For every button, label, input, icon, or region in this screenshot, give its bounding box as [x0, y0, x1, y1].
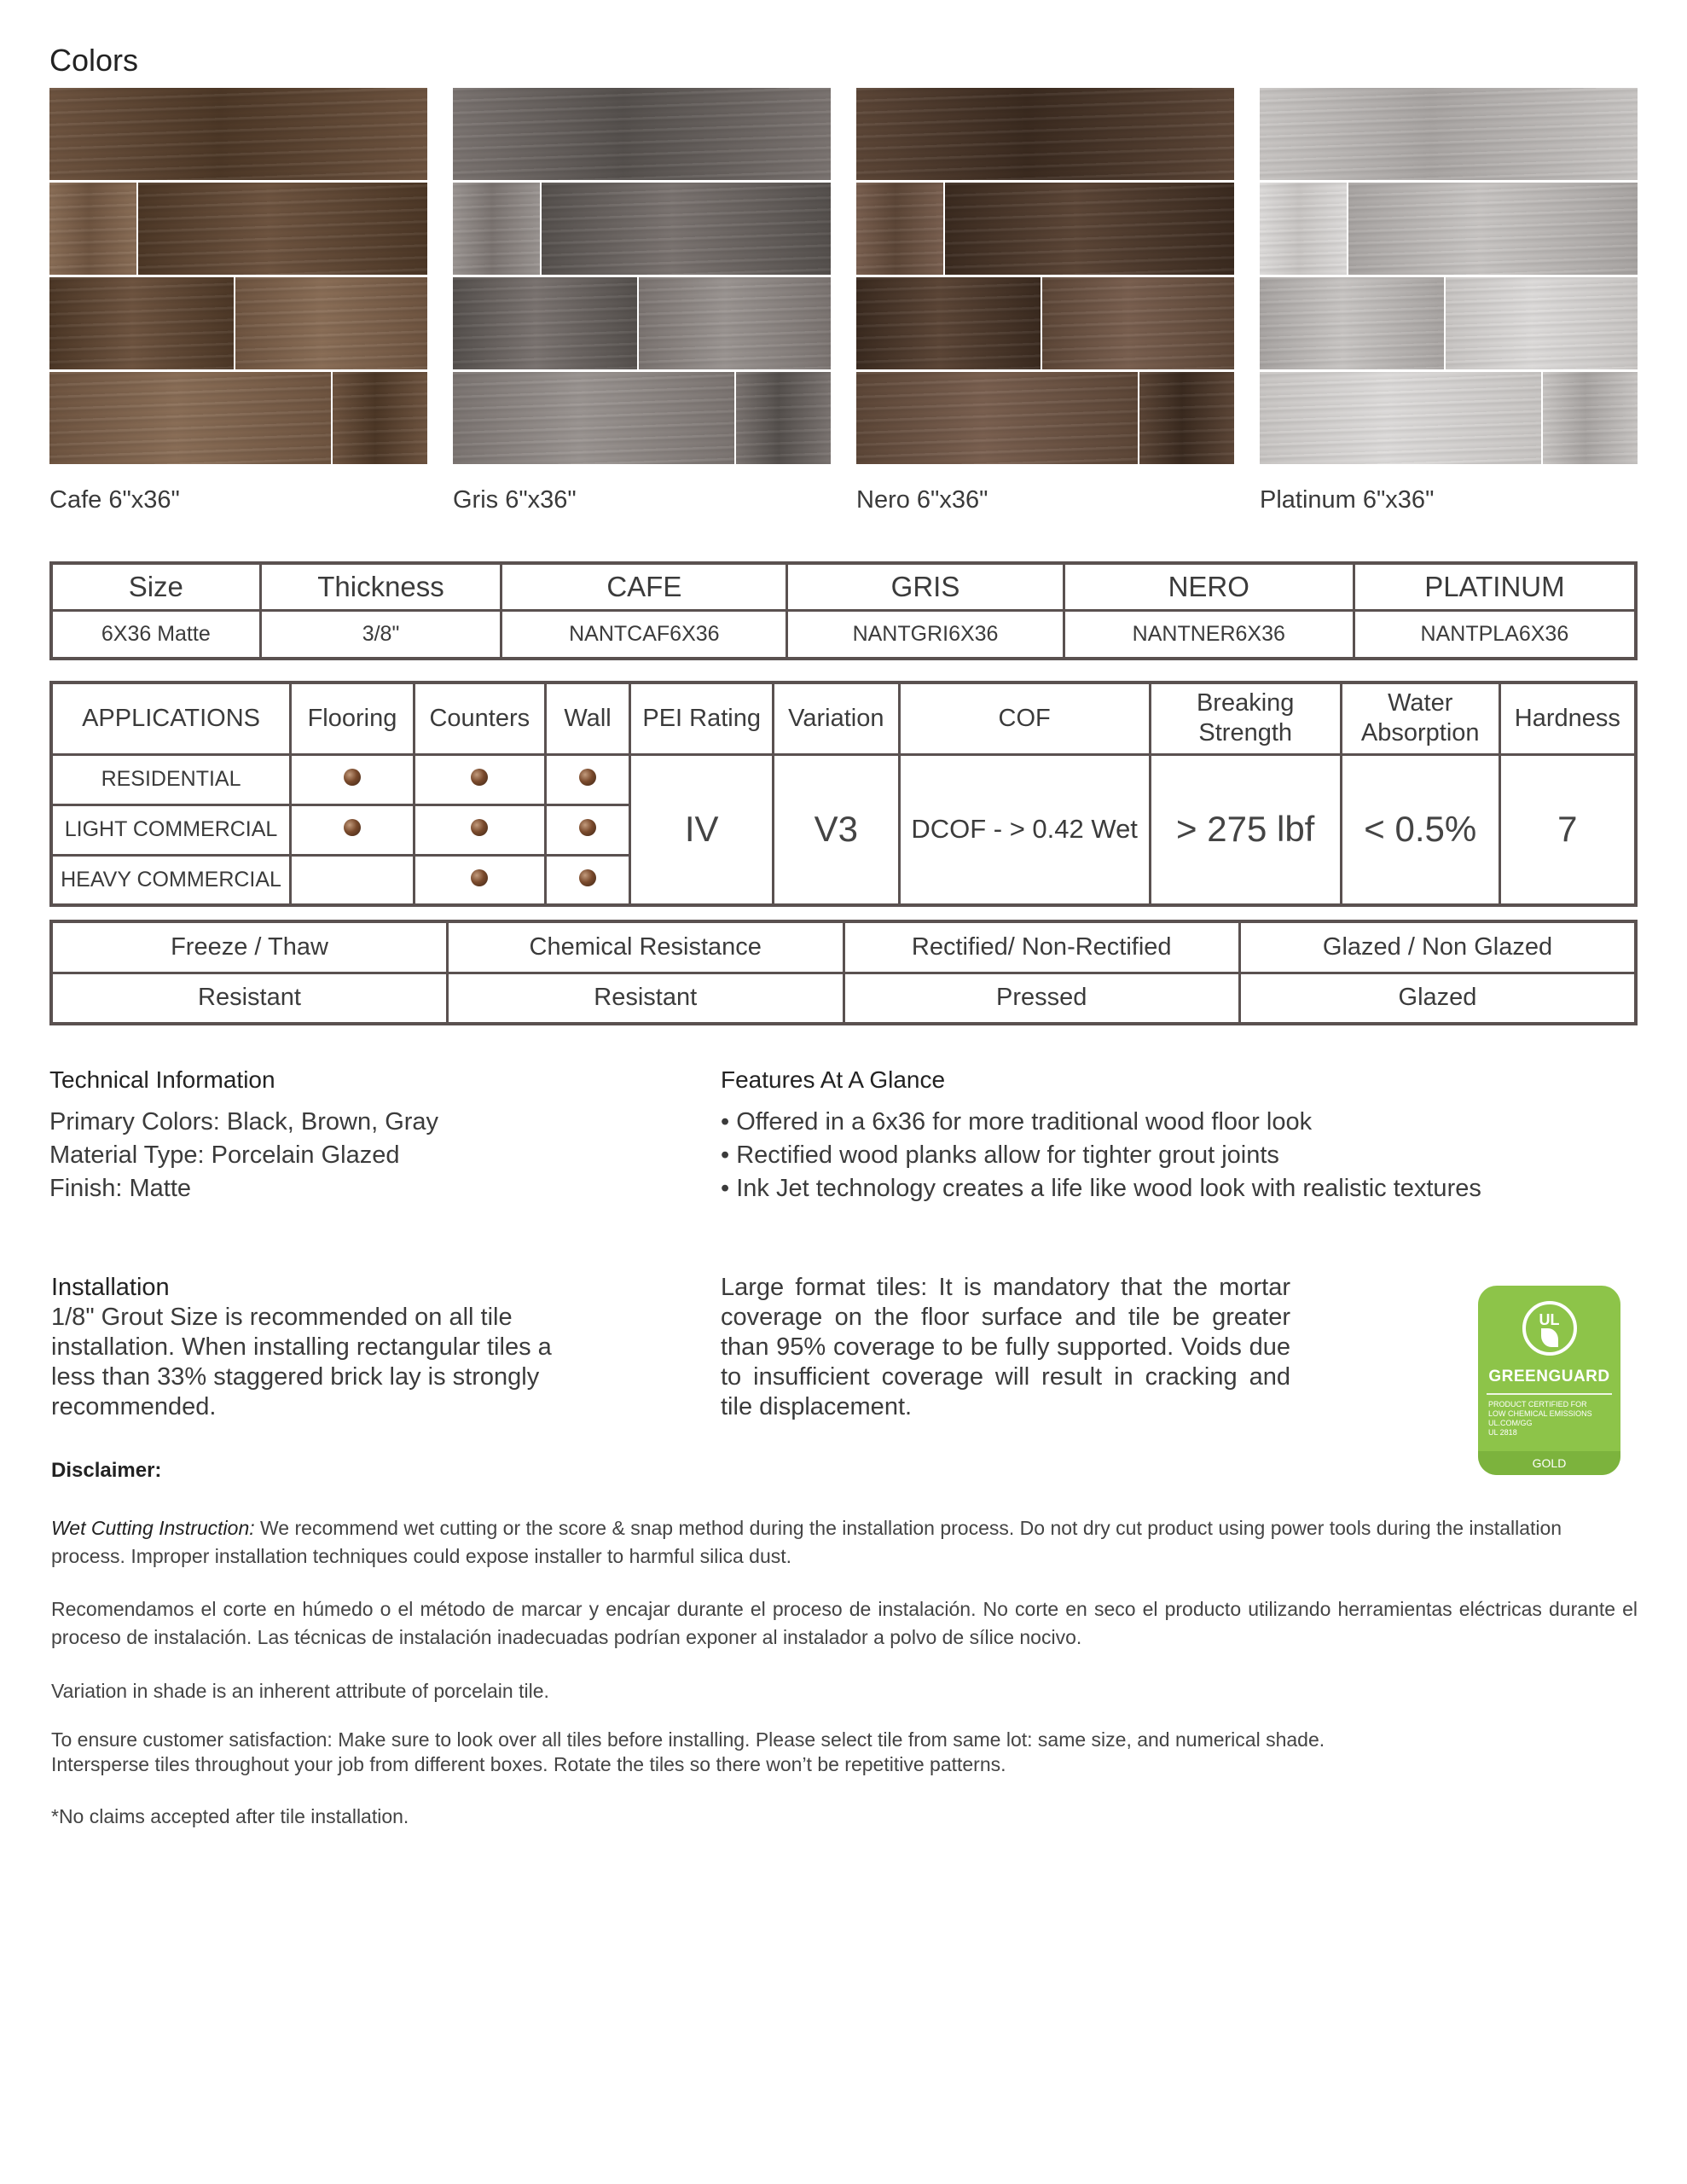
installation-line: installation. When installing rectangular tiles a	[51, 1333, 552, 1361]
value-cof: DCOF - > 0.42 Wet	[899, 754, 1150, 905]
value-rectified: Pressed	[844, 973, 1240, 1024]
features-list	[721, 1106, 1481, 1205]
ul-mark: UL	[1539, 1311, 1560, 1328]
wood-plank	[639, 277, 831, 369]
header-water-line2: Absorption	[1360, 719, 1480, 747]
technical-line: Primary Colors: Black, Brown, Gray	[49, 1108, 439, 1136]
wood-plank	[542, 183, 831, 275]
satisfaction-line: Intersperse tiles throughout your job from different boxes. Rotate the tiles so there won’t be repetitive patterns.	[51, 1753, 1006, 1775]
header-thickness: Thickness	[260, 563, 501, 610]
dot-icon	[579, 819, 596, 836]
badge-fine-line: PRODUCT CERTIFIED FOR	[1488, 1400, 1587, 1409]
satisfaction-line: To ensure customer satisfaction: Make sure to look over all tiles before installing. Please select tile from same lot: same size, and numerical shade.	[51, 1728, 1325, 1751]
cell-sku-cafe: NANTCAF6X36	[501, 610, 787, 659]
size-sku-table	[49, 561, 1638, 660]
dot-icon	[471, 819, 488, 836]
feature-line: • Rectified wood planks allow for tighter grout joints	[721, 1141, 1279, 1169]
header-cof: COF	[899, 682, 1150, 754]
installation-line: 1/8" Grout Size is recommended on all tile	[51, 1304, 513, 1331]
header-water-absorption	[1341, 682, 1499, 754]
wood-plank	[453, 183, 540, 275]
cell-sku-nero: NANTNER6X36	[1064, 610, 1354, 659]
large-format-text: Large format tiles: It is mandatory that the mortar coverage on the floor surface and tile be greater than 95% coverage to be fully supported. Voids due to insufficient coverage will result in cracking and tile displacement.	[721, 1274, 1290, 1420]
header-gris: GRIS	[787, 563, 1064, 610]
cell-light-wall	[545, 804, 630, 855]
cell-thickness: 3/8"	[260, 610, 501, 659]
wood-plank	[1260, 277, 1444, 369]
features-title: Features At A Glance	[721, 1066, 946, 1093]
value-chemical-resistance: Resistant	[448, 973, 844, 1024]
wood-plank	[1348, 183, 1638, 275]
properties-table	[49, 920, 1638, 1025]
wood-plank	[235, 277, 427, 369]
header-chemical-resistance: Chemical Resistance	[448, 921, 844, 973]
technical-info-title: Technical Information	[49, 1066, 275, 1093]
satisfaction-paragraph	[51, 1728, 1638, 1777]
badge-divider	[1487, 1393, 1612, 1395]
greenguard-name: GREENGUARD	[1488, 1368, 1610, 1385]
installation-line: recommended.	[51, 1393, 217, 1420]
value-water-absorption: < 0.5%	[1341, 754, 1499, 905]
cell-heavy-flooring	[291, 855, 415, 905]
wood-plank	[49, 183, 136, 275]
feature-line: • Offered in a 6x36 for more traditional wood floor look	[721, 1108, 1313, 1136]
cell-size: 6X36 Matte	[51, 610, 260, 659]
dot-icon	[471, 869, 488, 886]
wood-plank	[49, 372, 331, 464]
disclaimer-title: Disclaimer:	[51, 1459, 162, 1482]
swatch-label-platinum: Platinum 6"x36"	[1260, 486, 1435, 514]
cell-light-counters	[414, 804, 545, 855]
swatch-nero-image	[856, 88, 1234, 466]
badge-fine-print	[1488, 1400, 1612, 1438]
header-variation: Variation	[773, 682, 899, 754]
wood-plank	[856, 183, 943, 275]
swatch-gris-image	[453, 88, 831, 466]
header-platinum: PLATINUM	[1354, 563, 1636, 610]
header-rectified: Rectified/ Non-Rectified	[844, 921, 1240, 973]
wood-plank	[856, 277, 1041, 369]
greenguard-badge	[1478, 1286, 1620, 1475]
colors-title: Colors	[49, 43, 139, 78]
row-label-heavy-commercial: HEAVY COMMERCIAL	[51, 855, 291, 905]
wood-plank	[1446, 277, 1638, 369]
value-pei-rating: IV	[630, 754, 774, 905]
cell-light-flooring	[291, 804, 415, 855]
dot-icon	[471, 769, 488, 786]
wood-plank	[453, 372, 734, 464]
wood-plank	[945, 183, 1234, 275]
header-pei-rating: PEI Rating	[630, 682, 774, 754]
variation-note: Variation in shade is an inherent attribute of porcelain tile.	[51, 1680, 549, 1702]
wood-plank	[138, 183, 427, 275]
header-size: Size	[51, 563, 260, 610]
wood-plank	[1260, 372, 1541, 464]
installation-title: Installation	[51, 1274, 170, 1301]
dot-icon	[344, 769, 361, 786]
header-cafe: CAFE	[501, 563, 787, 610]
wood-plank	[49, 277, 234, 369]
value-glazed: Glazed	[1240, 973, 1637, 1024]
wood-plank	[1139, 372, 1234, 464]
dot-icon	[344, 819, 361, 836]
wet-cutting-text: We recommend wet cutting or the score & snap method during the installation process. Do not dry cut product using power tools during the installation process. Improper installation techniques could expose installer to harmful silica dust.	[51, 1517, 1562, 1567]
wood-plank	[856, 372, 1138, 464]
wood-plank	[49, 88, 427, 180]
badge-fine-line: UL.COM/GG	[1488, 1419, 1533, 1427]
header-applications: APPLICATIONS	[51, 682, 291, 754]
value-breaking-strength: > 275 lbf	[1150, 754, 1341, 905]
technical-line: Finish: Matte	[49, 1175, 191, 1202]
wet-cutting-paragraph	[51, 1514, 1638, 1571]
header-water-line1: Water	[1388, 689, 1453, 717]
installation-text	[51, 1303, 552, 1422]
swatch-cafe-image	[49, 88, 427, 466]
row-label-residential: RESIDENTIAL	[51, 754, 291, 804]
wood-plank	[1260, 183, 1347, 275]
wood-plank	[1543, 372, 1638, 464]
wood-plank	[453, 88, 831, 180]
wood-plank	[856, 88, 1234, 180]
header-freeze-thaw: Freeze / Thaw	[51, 921, 448, 973]
cell-residential-flooring	[291, 754, 415, 804]
technical-line: Material Type: Porcelain Glazed	[49, 1141, 400, 1169]
claims-note: *No claims accepted after tile installation.	[51, 1805, 409, 1827]
wood-plank	[1042, 277, 1234, 369]
wood-plank	[453, 277, 637, 369]
header-glazed: Glazed / Non Glazed	[1240, 921, 1637, 973]
cell-sku-platinum: NANTPLA6X36	[1354, 610, 1636, 659]
swatch-label-nero: Nero 6"x36"	[856, 486, 988, 514]
badge-fine-line: UL 2818	[1488, 1428, 1517, 1437]
technical-info-list	[49, 1106, 438, 1205]
cell-heavy-counters	[414, 855, 545, 905]
header-nero: NERO	[1064, 563, 1354, 610]
wood-plank	[1260, 88, 1638, 180]
feature-line: • Ink Jet technology creates a life like wood look with realistic textures	[721, 1175, 1481, 1202]
swatch-label-cafe: Cafe 6"x36"	[49, 486, 180, 514]
dot-icon	[579, 769, 596, 786]
value-freeze-thaw: Resistant	[51, 973, 448, 1024]
installation-line: less than 33% staggered brick lay is strongly	[51, 1363, 540, 1391]
table-row	[51, 754, 1636, 804]
applications-table	[49, 681, 1638, 907]
wood-plank	[333, 372, 427, 464]
wet-cutting-label: Wet Cutting Instruction:	[51, 1517, 255, 1539]
header-hardness: Hardness	[1499, 682, 1636, 754]
swatch-platinum-image	[1260, 88, 1638, 466]
header-flooring: Flooring	[291, 682, 415, 754]
color-swatches	[49, 88, 1638, 468]
cell-residential-counters	[414, 754, 545, 804]
cell-residential-wall	[545, 754, 630, 804]
header-breaking-line1: Breaking	[1196, 689, 1295, 717]
badge-tier: GOLD	[1478, 1451, 1620, 1475]
cell-heavy-wall	[545, 855, 630, 905]
header-counters: Counters	[414, 682, 545, 754]
value-hardness: 7	[1499, 754, 1636, 905]
row-label-light-commercial: LIGHT COMMERCIAL	[51, 804, 291, 855]
header-breaking-line2: Strength	[1198, 719, 1293, 747]
badge-fine-line: LOW CHEMICAL EMISSIONS	[1488, 1409, 1592, 1418]
wood-plank	[736, 372, 831, 464]
spanish-paragraph: Recomendamos el corte en húmedo o el método de marcar y encajar durante el proceso de instalación. No corte en seco el producto utilizando herramientas eléctricas durante el proceso de instalación. Las técnicas de instalación inadecuadas podrían exponer al instalador a polvo de sílice nocivo.	[51, 1598, 1638, 1648]
value-variation: V3	[773, 754, 899, 905]
dot-icon	[579, 869, 596, 886]
header-breaking-strength	[1150, 682, 1341, 754]
header-wall: Wall	[545, 682, 630, 754]
swatch-label-gris: Gris 6"x36"	[453, 486, 577, 514]
cell-sku-gris: NANTGRI6X36	[787, 610, 1064, 659]
